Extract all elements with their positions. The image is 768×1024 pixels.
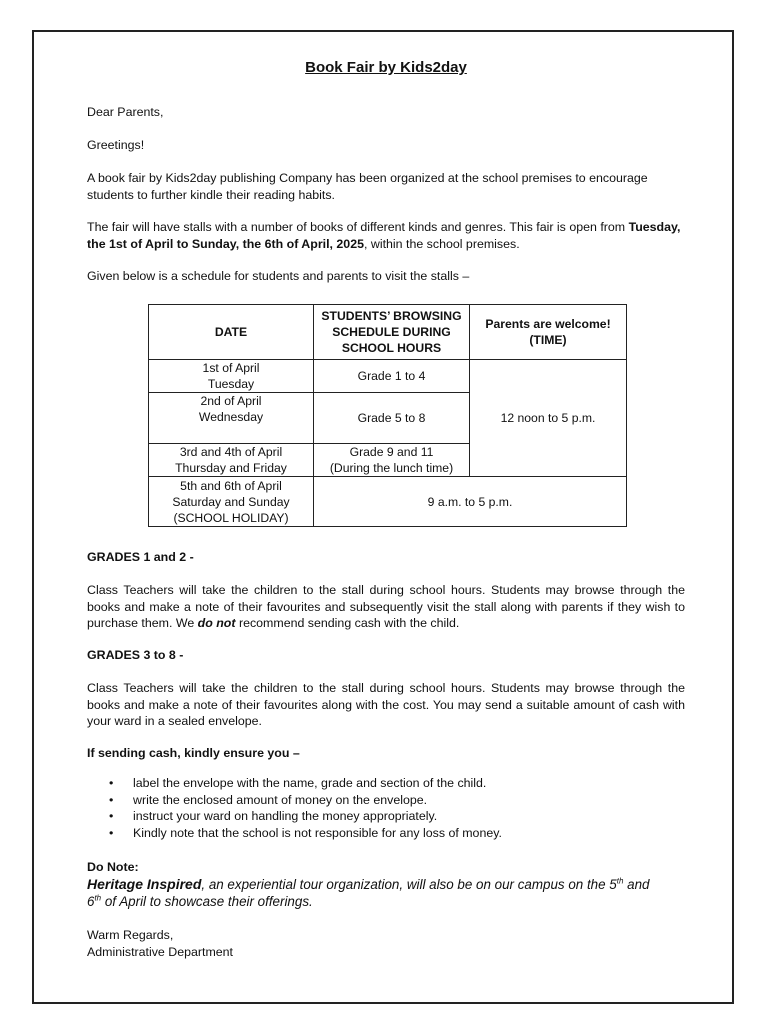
day-line: Thursday and Friday: [175, 461, 287, 475]
header-date: DATE: [149, 305, 314, 360]
table-header-row: [149, 305, 627, 360]
date-line: 3rd and 4th of April: [179, 445, 283, 459]
list-item: • write the enclosed amount of money on the envelope.: [133, 792, 685, 809]
date-cell: [149, 477, 314, 527]
date-line: 1st of April: [202, 361, 260, 375]
page-title: Book Fair by Kids2day: [305, 59, 467, 76]
grade-line: Grade 9 and 11: [349, 445, 434, 459]
date-line: 2nd of April: [200, 394, 262, 408]
cash-heading-text: If sending cash, kindly ensure you –: [87, 746, 300, 760]
fair-location: , within the school premises.: [364, 236, 520, 251]
weekend-time-cell: 9 a.m. to 5 p.m.: [314, 477, 627, 527]
note-heading: [87, 859, 685, 876]
header-students: STUDENTS’ BROWSING SCHEDULE DURING SCHOOL HOURS: [314, 305, 470, 360]
list-item: • Kindly note that the school is not responsible for any loss of money.: [133, 825, 685, 842]
parents-time-cell: 12 noon to 5 p.m.: [470, 360, 627, 477]
table-row: [149, 477, 627, 527]
cash-list: [87, 775, 685, 841]
department: Administrative Department: [87, 945, 233, 959]
grades12-text-after: recommend sending cash with the child.: [235, 616, 460, 630]
intro-paragraph: A book fair by Kids2day publishing Company has been organized at the school premises to encourage students to further kindle their reading habits.: [87, 171, 648, 202]
students-cell: [314, 360, 470, 393]
grades12-heading-text: GRADES 1 and 2 -: [87, 550, 194, 564]
note-sup: th: [94, 893, 102, 903]
note-text: , an experiential tour organization, will also be on our campus on the 5: [201, 877, 617, 892]
grade-line: Grade 5 to 8: [357, 411, 426, 425]
letter-page: [32, 30, 734, 1004]
greeting: Greetings!: [87, 138, 145, 152]
grades12-emphasis: do not: [197, 616, 236, 630]
day-line: Tuesday: [207, 377, 255, 391]
grades12-paragraph: [87, 582, 685, 632]
note-text: and: [623, 877, 650, 892]
note-paragraph: [87, 876, 685, 910]
holiday-line: (SCHOOL HOLIDAY): [173, 510, 289, 525]
grade-note-line: (During the lunch time): [329, 461, 454, 475]
schedule-intro: Given below is a schedule for students and parents to visit the stalls –: [87, 269, 470, 283]
students-cell: [314, 393, 470, 444]
grades38-heading-text: GRADES 3 to 8 -: [87, 648, 184, 662]
list-item: • instruct your ward on handling the money appropriately.: [133, 808, 685, 825]
cash-heading: [87, 745, 685, 762]
grades38-paragraph: Class Teachers will take the children to the stall during school hours. Students may browse through the books and make a note of their favourites along with the cost. You may send a suitable amount of cash with your ward in a sealed envelope.: [87, 681, 685, 728]
note-sup: th: [616, 876, 624, 886]
note-brand: Heritage Inspired: [87, 876, 202, 892]
grade-line: Grade 1 to 4: [357, 369, 426, 383]
students-cell: [314, 444, 470, 477]
fair-dates: Tuesday, the 1st of April to Sunday, the 6th of April, 2025: [87, 220, 681, 251]
closing: Warm Regards,: [87, 928, 174, 942]
fair-open-text: The fair will have stalls with a number of books of different kinds and genres. This fair is open from: [87, 220, 626, 234]
date-cell: [149, 393, 314, 444]
note-heading-text: Do Note:: [87, 860, 139, 874]
date-cell: [149, 360, 314, 393]
grades12-text: Class Teachers will take the children to the stall during school hours. Students may browse through the books and make a note of their favourites and subsequently visit the stall along with parents if they wish to purchase them. We: [87, 583, 685, 630]
fair-paragraph: [87, 219, 685, 252]
list-item: • label the envelope with the name, grade and section of the child.: [133, 775, 685, 792]
note-text: of April to showcase their offerings.: [101, 894, 313, 909]
schedule-table: [148, 304, 627, 527]
note-text: 6: [87, 894, 95, 909]
salutation: Dear Parents,: [87, 105, 164, 119]
day-line: Wednesday: [198, 410, 264, 424]
date-cell: [149, 444, 314, 477]
day-line: Saturday and Sunday: [172, 494, 290, 509]
date-line: 5th and 6th of April: [180, 478, 282, 493]
header-parents: Parents are welcome! (TIME): [470, 305, 627, 360]
grades12-heading: [87, 549, 685, 566]
grades38-heading: [87, 647, 685, 664]
table-row: [149, 360, 627, 393]
